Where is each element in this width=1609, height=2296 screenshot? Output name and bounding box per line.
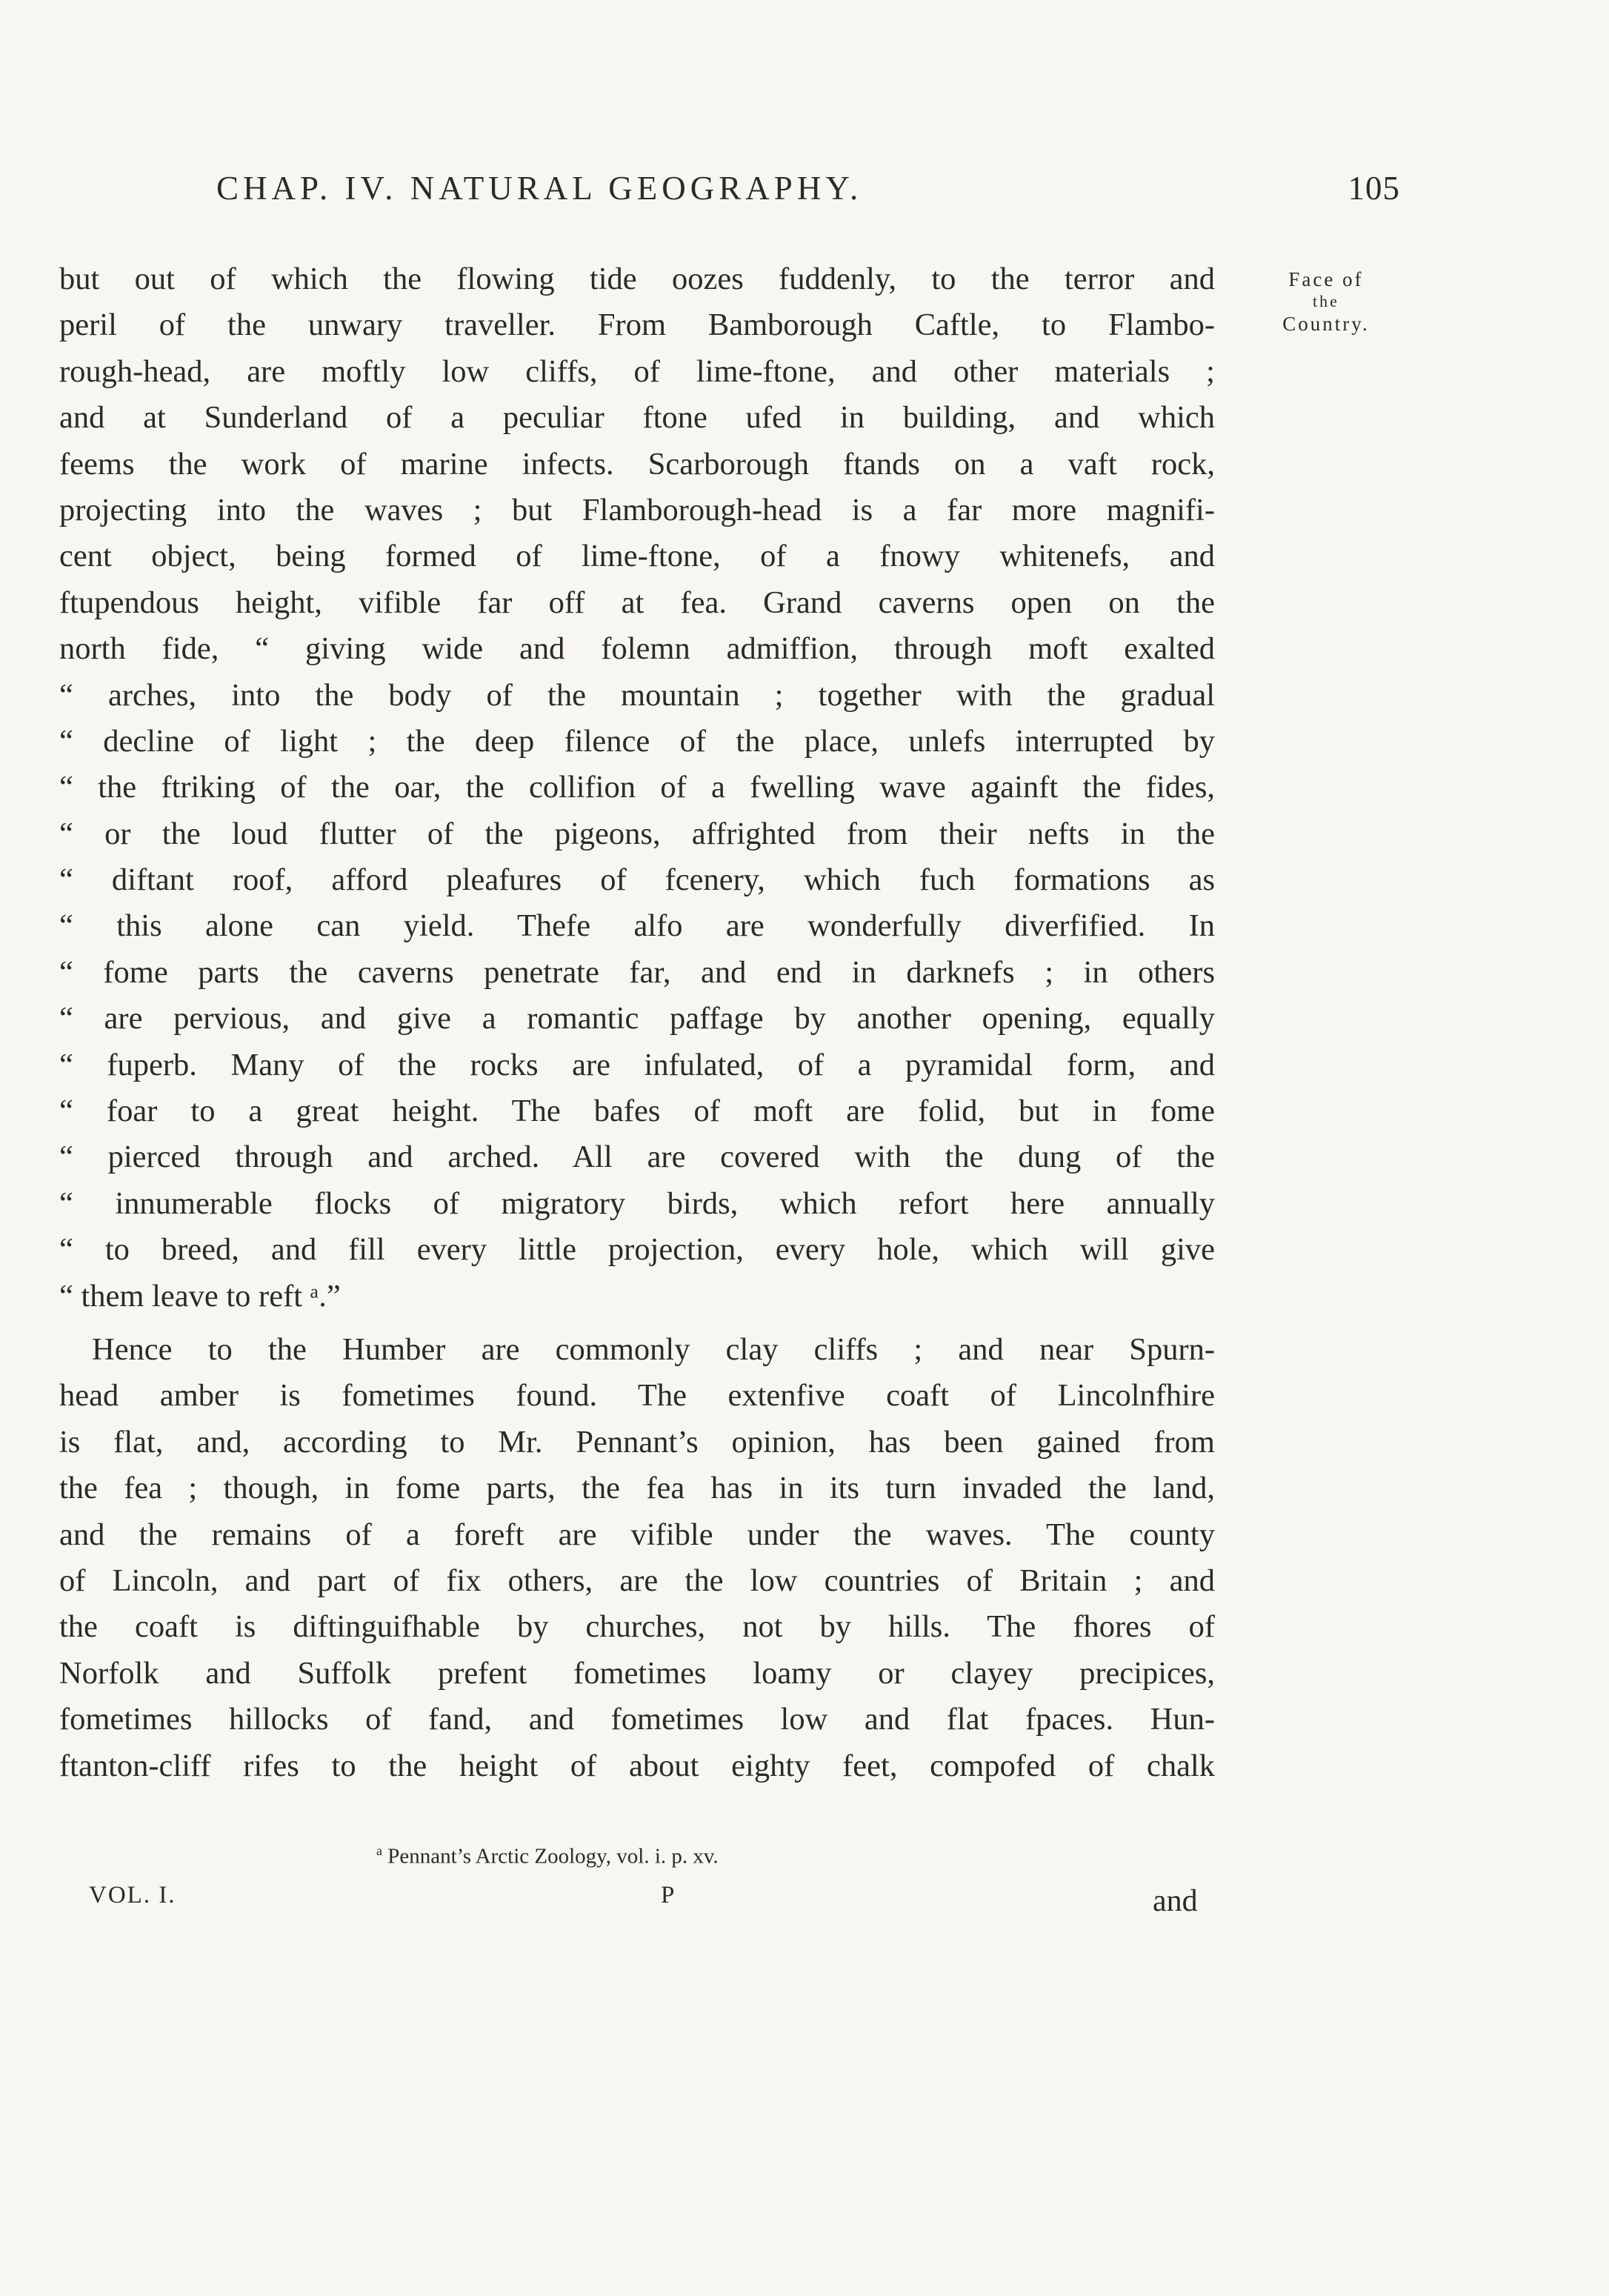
text-line: head amber is fometimes found. The extenfive coaft of Lincolnfhire [59,1378,1215,1414]
volume-signature: VOL. I. [89,1882,176,1909]
footnote [376,1843,719,1869]
text-line: the coaft is diftinguifhable by churches, not by hills. The fhores of [59,1609,1215,1645]
text-line: ftanton-cliff rifes to the height of about eighty feet, compofed of chalk [59,1748,1215,1783]
sheet-signature-letter: P [661,1882,675,1909]
text-line: “ or the loud flutter of the pigeons, affrighted from their nefts in the [59,816,1215,851]
footnote-text: Pennant’s Arctic Zoology, vol. i. p. xv. [387,1844,719,1869]
text-line: “ are pervious, and give a romantic paffage by another opening, equally [59,1001,1215,1036]
text-line: the fea ; though, in fome parts, the fea has in its turn invaded the land, [59,1471,1215,1506]
text-line: cent object, being formed of lime-ftone, of a fnowy whitenefs, and [59,539,1215,574]
margin-note [1252,268,1400,335]
text-line: “ decline of light ; the deep filence of the place, unlefs interrupted by [59,723,1215,759]
text-line: ftupendous height, vifible far off at fea. Grand caverns open on the [59,585,1215,620]
text-line: and the remains of a foreft are vifible under the waves. The county [59,1517,1215,1552]
text-line: Norfolk and Suffolk prefent fometimes loamy or clayey precipices, [59,1655,1215,1691]
margin-note-line: Face of [1288,268,1364,290]
page-number: 105 [1348,170,1400,207]
text-line: is flat, and, according to Mr. Pennant’s opinion, has been gained from [59,1424,1215,1460]
text-line: “ foar to a great height. The bafes of moft are folid, but in fome [59,1094,1215,1129]
text-line: “ to breed, and fill every little projection, every hole, which will give [59,1232,1215,1268]
text-line: Hence to the Humber are commonly clay cliffs ; and near Spurn- [92,1331,1215,1367]
text-line: but out of which the flowing tide oozes fuddenly, to the terror and [59,262,1215,296]
text-line: projecting into the waves ; but Flamborough-head is a far more magnifi- [59,492,1215,528]
running-head: CHAP. IV. NATURAL GEOGRAPHY. [216,170,863,207]
text-line: north fide, “ giving wide and folemn admiffion, through moft exalted [59,631,1215,667]
text-line: “ them leave to reft ᵃ.” [59,1278,341,1314]
text-line: “ arches, into the body of the mountain ; together with the gradual [59,677,1215,713]
catchword: and [1153,1884,1198,1918]
margin-note-line: the [1313,292,1339,310]
text-line: fometimes hillocks of fand, and fometimes low and flat fpaces. Hun- [59,1702,1215,1737]
body-text [59,256,1215,1789]
text-line: “ diftant roof, afford pleafures of fcenery, which fuch formations as [59,862,1215,898]
paragraph-gap [59,1320,1215,1327]
text-line: “ this alone can yield. Thefe alfo are wonderfully diverfified. In [59,908,1215,944]
text-line: “ fuperb. Many of the rocks are infulated, of a pyramidal form, and [59,1047,1215,1082]
footnote-marker: a [376,1843,382,1858]
text-line: feems the work of marine infects. Scarborough ftands on a vaft rock, [59,446,1215,482]
text-line: “ the ftriking of the oar, the collifion of a fwelling wave againft the fides, [59,770,1215,805]
text-line: rough-head, are moftly low cliffs, of lime-ftone, and other materials ; [59,353,1215,389]
text-line: peril of the unwary traveller. From Bamborough Caftle, to Flambo- [59,307,1215,343]
text-line: “ pierced through and arched. All are covered with the dung of the [59,1139,1215,1175]
text-line: “ innumerable flocks of migratory birds, which refort here annually [59,1185,1215,1221]
text-line: of Lincoln, and part of fix others, are the low countries of Britain ; and [59,1563,1215,1598]
text-line: “ fome parts the caverns penetrate far, and end in darknefs ; in others [59,954,1215,990]
text-line: and at Sunderland of a peculiar ftone ufed in building, and which [59,400,1215,436]
margin-note-line: Country. [1282,313,1370,335]
